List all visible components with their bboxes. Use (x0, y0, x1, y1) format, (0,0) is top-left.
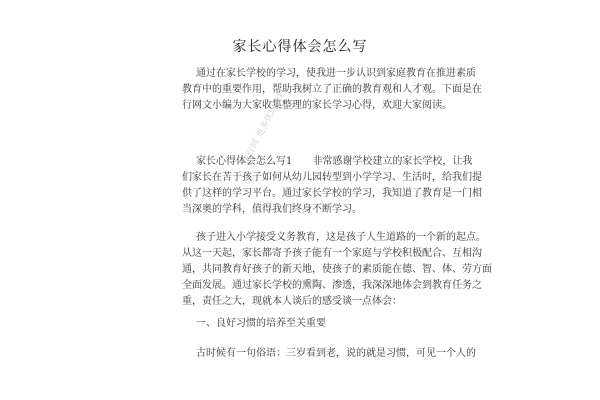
paragraph2-line-4: 全面发展。通过家长学校的熏陶、渗透，我深深地体会到教育任务之 (182, 280, 482, 291)
document-title: 家长心得体会怎么写 (232, 39, 368, 55)
section1-line-1: 家长心得体会怎么写1 非常感谢学校建立的家长学校，让我 (196, 156, 473, 167)
section1-line-4: 当深奥的学科，值得我们终身不断学习。 (182, 204, 362, 215)
paragraph2-line-2: 从这一天起，家长都寄予孩子能有一个家庭与学校积极配合、互相沟 (182, 248, 482, 259)
intro-line-1: 通过在家长学校的学习，使我进一步认识到家庭教育在推进素质 (196, 68, 476, 79)
section-heading-1: 一、良好习惯的培养至关重要 (196, 318, 326, 329)
paragraph2-line-5: 重，责任之大，现就本人谈后的感受谈一点体会： (182, 296, 402, 307)
paragraph2-line-1: 孩子进入小学接受义务教育，这是孩子人生道路的一个新的起点。 (196, 232, 486, 243)
section1-line-3: 供了这样的学习平台。通过家长学校的学习，我知道了教育是一门相 (182, 188, 482, 199)
intro-line-2: 教育中的重要作用，帮助我树立了正确的教育观和人才观。下面是在 (182, 84, 482, 95)
paragraph2-line-3: 通，共同教育好孩子的新天地，使孩子的素质能在德、智、体、劳方面 (182, 264, 492, 275)
intro-line-3: 行网文小编为大家收集整理的家长学习心得，欢迎大家阅读。 (182, 100, 452, 111)
paragraph3-line-1: 古时候有一句俗语：三岁看到老，说的就是习惯，可见一个人的 (196, 348, 476, 359)
section1-line-2: 们家长在苦于孩子如何从幼儿园转型到小学学习、生活时，给我们提 (182, 172, 482, 183)
watermark-text: 在行网 更多优质资料 (240, 87, 289, 167)
